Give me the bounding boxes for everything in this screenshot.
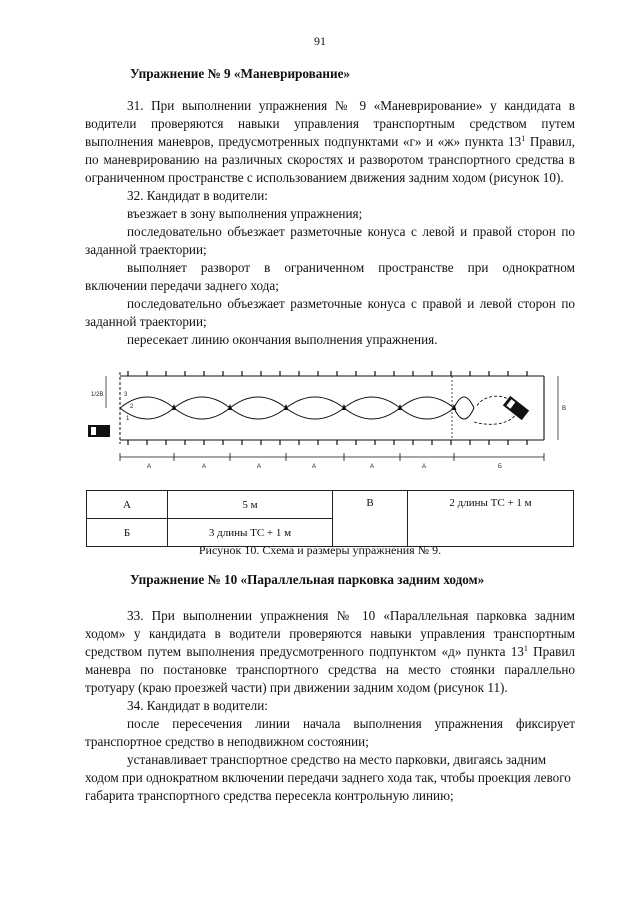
- vehicle-turning-icon: [503, 396, 529, 420]
- paragraph-34: 34. Кандидат в водители:: [127, 698, 268, 713]
- superscript: 1: [521, 134, 526, 143]
- dimension-a-label: А: [422, 464, 427, 470]
- dimension-a-label: А: [370, 464, 375, 470]
- table-cell: 3 длины ТС + 1 м: [168, 519, 333, 547]
- table-cell: А: [87, 491, 168, 519]
- paragraph-31: 31. При выполнении упражнения № 9 «Маневрирование» у кандидата в водители проверяются навыки управления транспортным средством путем выполнения маневров, предусмотренных подпунктами «г» и «ж» пункта $13^1$ Правил, по маневрированию на различных скоростях и разворотом транспортного средства в ограниченном пространстве с использованием движения задним ходом (рисунок 10).: [85, 98, 575, 185]
- exercise-9-heading: Упражнение № 9 «Маневрирование»: [130, 66, 351, 81]
- center-cones: [172, 404, 457, 410]
- exercise-9-body: [85, 97, 575, 349]
- table-row: [87, 491, 574, 519]
- dimension-a-label: А: [312, 464, 317, 470]
- dimension-b-label: Б: [498, 464, 502, 470]
- table-cell: В: [333, 491, 408, 547]
- table-cell: 2 длины ТС + 1 м: [408, 491, 574, 547]
- list-item: после пересечения линии начала выполнения упражнения фиксирует транспортное средство в неподвижном состоянии;: [85, 716, 575, 749]
- dimension-a-label: А: [147, 464, 152, 470]
- maneuvering-diagram: [82, 362, 576, 486]
- superscript: 1: [523, 644, 528, 653]
- boundary-cones: [128, 371, 527, 445]
- table-cell: Б: [87, 519, 168, 547]
- list-item: выполняет разворот в ограниченном пространстве при однократном включении передачи заднего хода;: [85, 260, 575, 293]
- list-item: последовательно объезжает разметочные конуса с правой и левой сторон по заданной траектории;: [85, 296, 575, 329]
- exercise-10-body: [85, 607, 575, 805]
- half-width-label: 1/2В: [91, 392, 104, 398]
- path-number: 1: [126, 416, 130, 422]
- figure-caption: Рисунок 10. Схема и размеры упражнения № 9.: [198, 543, 442, 557]
- width-label: В: [562, 406, 567, 412]
- dimension-a-label: А: [202, 464, 207, 470]
- paragraph-32: 32. Кандидат в водители:: [127, 188, 268, 203]
- list-item: последовательно объезжает разметочные конуса с левой и правой сторон по заданной траектории;: [85, 224, 575, 257]
- list-item: въезжает в зону выполнения упражнения;: [127, 206, 363, 221]
- vehicle-window: [91, 427, 96, 435]
- table-cell: 5 м: [168, 491, 333, 519]
- dimensions-table: [86, 490, 574, 547]
- path-number: 3: [124, 392, 128, 398]
- exercise-10-heading: Упражнение № 10 «Параллельная парковка задним ходом»: [130, 572, 485, 587]
- list-item: устанавливает транспортное средство на место парковки, двигаясь задним ходом при однократном включении передачи заднего хода так, чтобы проекция левого габарита транспортного средства пересекла контрольную линию;: [85, 752, 571, 803]
- paragraph-33: 33. При выполнении упражнения № 10 «Параллельная парковка задним ходом» у кандидата в водители проверяются навыки управления транспортным средством путем выполнения предусмотренного подпунктом «д» пункта $13^1$ Правил маневра по постановке транспортного средства на место стоянки параллельно тротуару (краю проезжей части) при движении задним ходом (рисунок 11).: [85, 608, 575, 695]
- page-number: 91: [314, 34, 326, 48]
- dimension-a-label: А: [257, 464, 262, 470]
- path-number: 2: [130, 404, 134, 410]
- list-item: пересекает линию окончания выполнения упражнения.: [127, 332, 438, 347]
